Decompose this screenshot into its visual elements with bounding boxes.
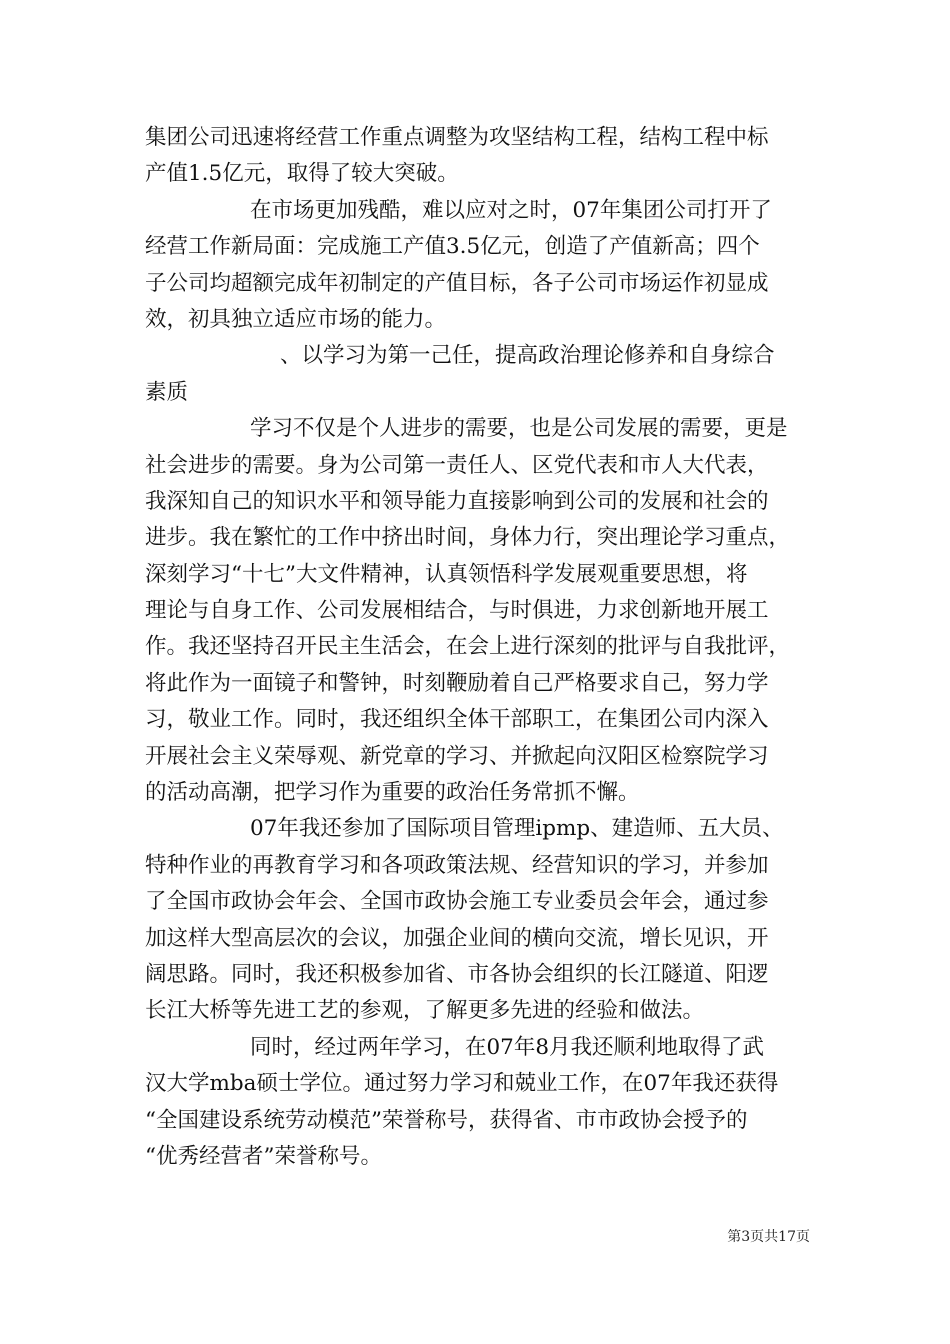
text-line: 特种作业的再教育学习和各项政策法规、经营知识的学习，并参加 bbox=[145, 852, 769, 878]
section-heading: 、以学习为第一己任，提高政治理论修养和自身综合 bbox=[280, 343, 775, 369]
section-heading-continued: 素质 bbox=[145, 379, 189, 405]
text-line: 子公司均超额完成年初制定的产值目标，各子公司市场运作初显成 bbox=[145, 270, 769, 296]
text-line: 社会进步的需要。身为公司第一责任人、区党代表和市人大代表， bbox=[145, 452, 769, 478]
text-line: 深刻学习“十七”大文件精神，认真领悟科学发展观重要思想，将 bbox=[145, 561, 748, 587]
text-line: 同时，经过两年学习，在07年8月我还顺利地取得了武 bbox=[250, 1034, 765, 1060]
text-line: 经营工作新局面：完成施工产值3.5亿元，创造了产值新高；四个 bbox=[145, 234, 760, 260]
text-line: 在市场更加残酷，难以应对之时，07年集团公司打开了 bbox=[250, 197, 772, 223]
text-line: 07年我还参加了国际项目管理ipmp、建造师、五大员、 bbox=[250, 816, 784, 842]
text-line: 理论与自身工作、公司发展相结合，与时俱进，力求创新地开展工 bbox=[145, 598, 769, 624]
document-body bbox=[145, 120, 810, 1175]
text-line: 集团公司迅速将经营工作重点调整为攻坚结构工程，结构工程中标 bbox=[145, 125, 769, 150]
text-line: “全国建设系统劳动模范”荣誉称号，获得省、市市政协会授予的 bbox=[145, 1107, 748, 1133]
text-line: 了全国市政协会年会、全国市政协会施工专业委员会年会，通过参 bbox=[145, 889, 769, 915]
text-line: 效，初具独立适应市场的能力。 bbox=[145, 306, 447, 332]
text-line: 作。我还坚持召开民主生活会，在会上进行深刻的批评与自我批评， bbox=[145, 634, 791, 660]
text-line: 阔思路。同时，我还积极参加省、市各协会组织的长江隧道、阳逻 bbox=[145, 961, 769, 987]
text-line: 将此作为一面镜子和警钟，时刻鞭励着自己严格要求自己，努力学 bbox=[145, 670, 769, 696]
text-line: 的活动高潮，把学习作为重要的政治任务常抓不懈。 bbox=[145, 780, 640, 806]
page-number: 第3页共17页 bbox=[727, 1229, 810, 1245]
text-line: 开展社会主义荣辱观、新党章的学习、并掀起向汉阳区检察院学习 bbox=[145, 743, 769, 769]
text-line: 进步。我在繁忙的工作中挤出时间，身体力行，突出理论学习重点， bbox=[145, 525, 791, 551]
text-line: 习，敬业工作。同时，我还组织全体干部职工，在集团公司内深入 bbox=[145, 707, 769, 733]
text-line: 长江大桥等先进工艺的参观，了解更多先进的经验和做法。 bbox=[145, 998, 705, 1024]
text-line: 汉大学mba硕士学位。通过努力学习和兢业工作，在07年我还获得 bbox=[145, 1071, 779, 1097]
text-line: 学习不仅是个人进步的需要，也是公司发展的需要，更是 bbox=[250, 416, 788, 442]
text-line: 我深知自己的知识水平和领导能力直接影响到公司的发展和社会的 bbox=[145, 488, 769, 514]
text-line: 加这样大型高层次的会议，加强企业间的横向交流，增长见识，开 bbox=[145, 925, 769, 951]
text-line: 产值1.5亿元，取得了较大突破。 bbox=[145, 161, 459, 187]
text-line: “优秀经营者”荣誉称号。 bbox=[145, 1143, 382, 1169]
